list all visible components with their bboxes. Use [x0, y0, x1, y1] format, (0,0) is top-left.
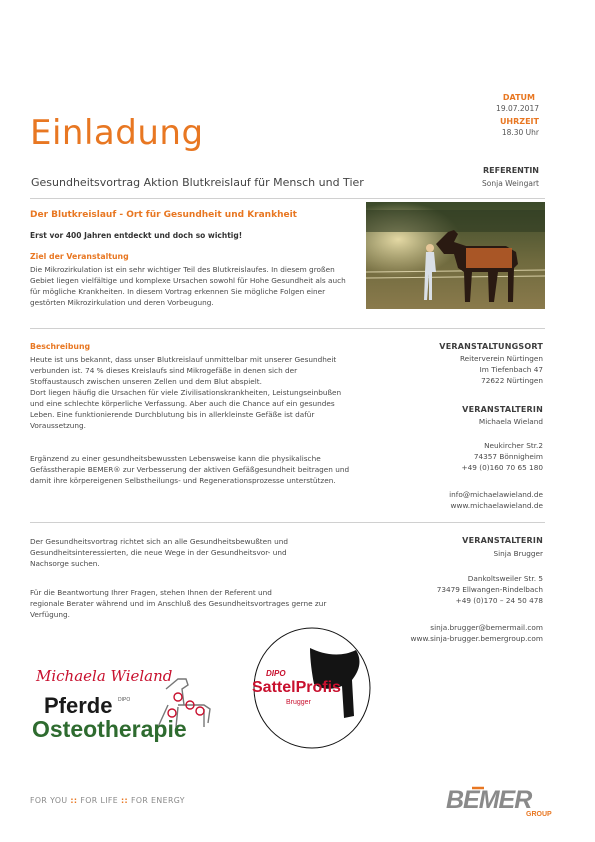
questions-text — [30, 587, 360, 620]
venue-address — [460, 353, 543, 386]
address-line: Dankoltsweiler Str. 5 — [467, 574, 543, 583]
goal-text — [30, 264, 360, 308]
audience-text — [30, 536, 360, 569]
horse-photo — [366, 202, 545, 309]
logo-word-pferde: Pferde — [44, 693, 113, 718]
phone-number: +49 (0)160 70 65 180 — [461, 463, 543, 472]
text-line: Leben. Eine funktionierende Durchblutung bis in allerkleinste Gefäße ist dafür — [30, 410, 315, 419]
address-line: Im Tiefenbach 47 — [479, 365, 543, 374]
email-link[interactable]: info@michaelawieland.de — [449, 490, 543, 499]
sattelprofis-logo — [244, 624, 384, 752]
logo-word-osteotherapie: Osteotherapie — [32, 716, 187, 742]
logo-word-sattelprofis: SattelProfis — [252, 679, 341, 696]
description-text — [30, 354, 360, 431]
text-line: Nachsorge suchen. — [30, 559, 100, 568]
organizer-name: Michaela Wieland — [478, 417, 543, 426]
logo-word-bemer: BEMER — [446, 786, 532, 814]
text-line: Voraussetzung. — [30, 421, 86, 430]
organizer-contact — [411, 622, 543, 644]
date-label: DATUM — [502, 93, 535, 102]
text-line: Die Mikrozirkulation ist ein sehr wichtiger Teil des Blutkreislaufes. In diesem großen — [30, 265, 335, 274]
text-line: für mögliche Krankheiten. In diesem Vortrag erkennen Sie mögliche Folgen einer — [30, 287, 326, 296]
organizer-address — [437, 573, 543, 606]
description-text-2 — [30, 453, 360, 486]
time-label: UHRZEIT — [499, 117, 539, 126]
description-heading: Beschreibung — [30, 342, 91, 351]
text-line: verbunden ist. 74 % dieses Kreislaufs sind Mikrogefäße in denen sich der — [30, 366, 298, 375]
address-line: Reiterverein Nürtingen — [459, 354, 543, 363]
time-value: 18.30 Uhr — [501, 128, 539, 137]
text-line: gestörten Mikrozirkulation und deren Vorbeugung. — [30, 298, 214, 307]
phone-number: +49 (0)170 – 24 50 478 — [455, 596, 543, 605]
divider — [30, 198, 545, 199]
section-heading: Der Blutkreislauf - Ort für Gesundheit und Krankheit — [30, 210, 297, 220]
text-line: Dort liegen häufig die Ursachen für viele Zivilisationskrankheiten, Leistungseinbußen — [30, 388, 342, 397]
text-line: Ergänzend zu einer gesundheitsbewussten Lebensweise kann die physikalische — [30, 454, 321, 463]
text-line: Gebiet liegen vielfältige und komplexe Ursachen sowohl für Hohe Gesundheit als auch — [30, 276, 346, 285]
svg-text:Brugger: Brugger — [286, 699, 311, 706]
website-link[interactable]: www.michaelawieland.de — [450, 501, 543, 510]
bemer-group-logo — [444, 784, 564, 820]
svg-text:DIPO: DIPO — [266, 669, 286, 678]
text-line: Gesundheitsinteressierten, die neue Wege in der Gesundheitsvor- und — [30, 548, 287, 557]
address-line: 72622 Nürtingen — [481, 376, 543, 385]
address-line: Neukircher Str.2 — [484, 441, 543, 450]
text-line: Für die Beantwortung Ihrer Fragen, stehen Ihnen der Referent und — [30, 588, 272, 597]
organizer-label: VERANSTALTERIN — [462, 405, 543, 414]
page-title: Einladung — [30, 113, 204, 153]
text-line: Der Gesundheitsvortrag richtet sich an alle Gesundheitsbewußten und — [30, 537, 288, 546]
text-line: Heute ist uns bekannt, dass unser Blutkreislauf unmittelbar mit unserer Gesundheit — [30, 355, 337, 364]
speaker-label: REFERENTIN — [482, 166, 539, 175]
section-tagline: Erst vor 400 Jahren entdeckt und doch so wichtig! — [30, 231, 243, 240]
address-line: 73479 Ellwangen-Rindelbach — [436, 585, 543, 594]
text-line: Stoffaustausch zwischen unseren Zellen und dem Blut abspielt. — [30, 377, 262, 386]
footer-slogan: FOR YOU :: FOR LIFE :: FOR ENERGY — [30, 796, 185, 805]
text-line: und eine schlechte körperliche Verfassung. Aber auch die Chance auf ein gesundes — [30, 399, 335, 408]
speaker-value: Sonja Weingart — [482, 179, 539, 188]
organizer-label: VERANSTALTERIN — [462, 536, 543, 545]
page-subtitle: Gesundheitsvortrag Aktion Blutkreislauf für Mensch und Tier — [31, 176, 364, 189]
venue-label: VERANSTALTUNGSORT — [439, 342, 543, 351]
address-line: 74357 Bönnigheim — [473, 452, 543, 461]
website-link[interactable]: www.sinja-brugger.bemergroup.com — [410, 634, 543, 643]
organizer-contact — [449, 489, 543, 511]
organizer-address — [462, 440, 543, 473]
text-line: Gefässtherapie BEMER® zur Verbesserung der aktiven Gefäßgesundheit beitragen und — [30, 465, 350, 474]
svg-text:DIPO: DIPO — [118, 697, 131, 703]
divider — [30, 328, 545, 329]
logo-script-text: Michaela Wieland — [36, 667, 173, 685]
text-line: Verfügung. — [30, 610, 70, 619]
divider — [30, 522, 545, 523]
organizer-name: Sinja Brugger — [493, 549, 543, 558]
text-line: damit ihre körpereigenen Selbstheilungs- und Regenerationsprozesse unterstützen. — [30, 476, 336, 485]
goal-heading: Ziel der Veranstaltung — [30, 252, 129, 261]
pferde-osteotherapie-logo — [28, 665, 228, 743]
date-value: 19.07.2017 — [496, 104, 539, 113]
text-line: regionale Berater während und im Anschluß des Gesundheitsvortrages gerne zur — [30, 599, 327, 608]
email-link[interactable]: sinja.brugger@bemermail.com — [430, 623, 543, 632]
svg-text:GROUP: GROUP — [526, 811, 552, 818]
